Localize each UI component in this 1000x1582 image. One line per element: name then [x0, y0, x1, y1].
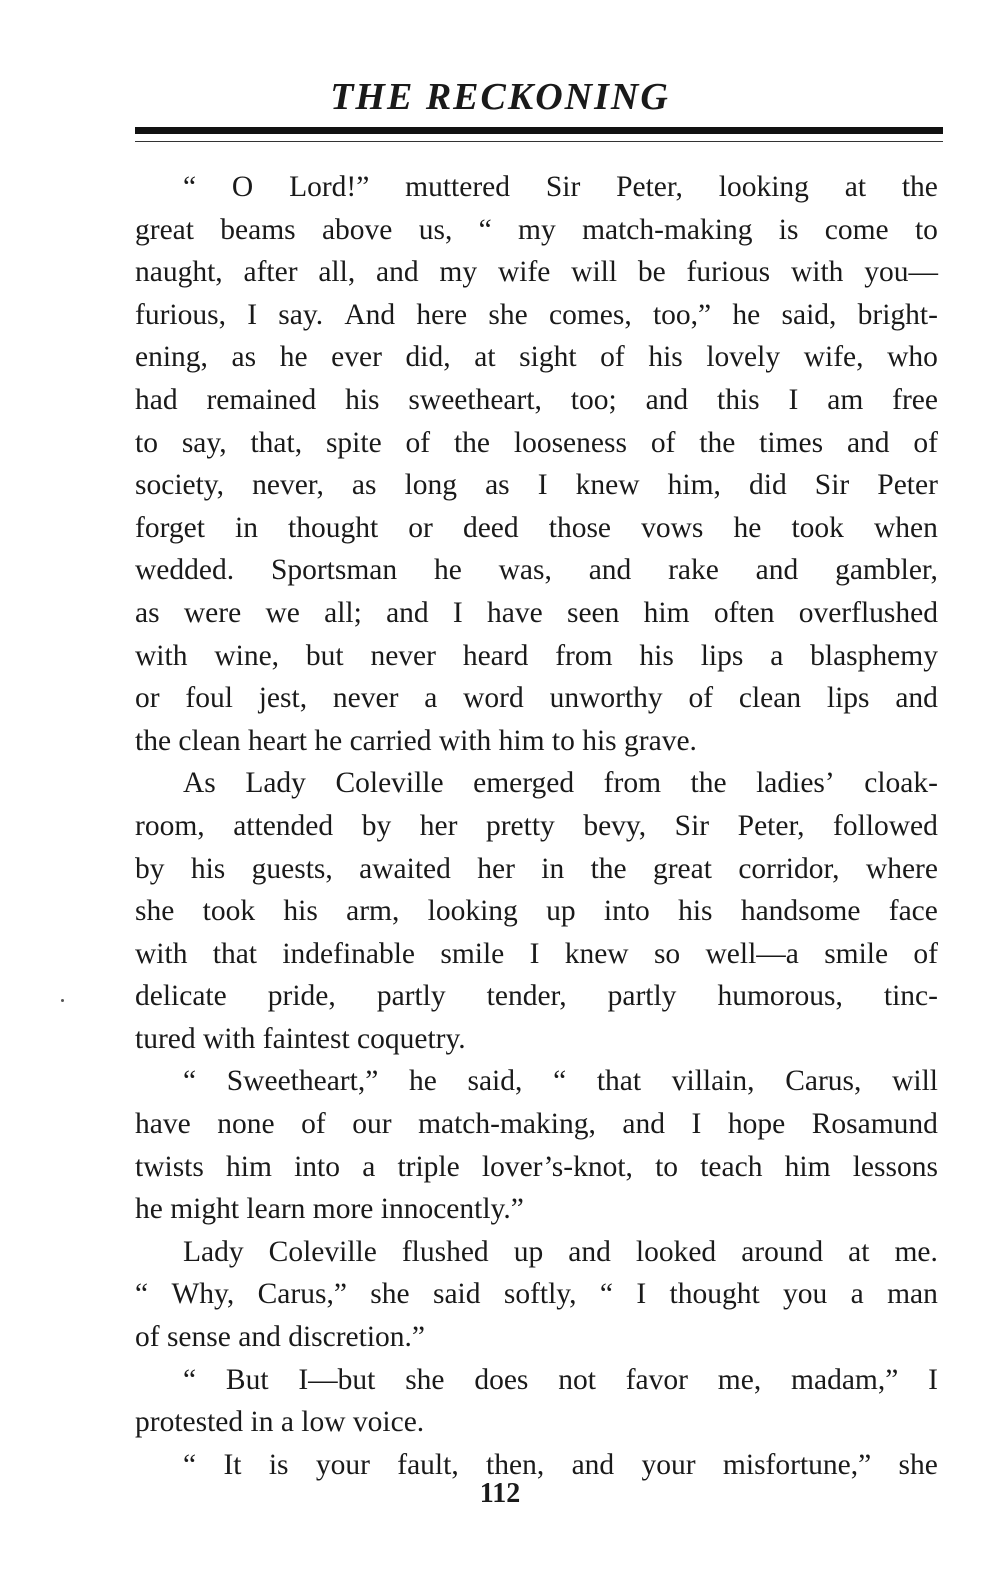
word: at [844, 171, 867, 203]
word: pride, [267, 980, 336, 1013]
word: that [212, 937, 258, 970]
word: a [362, 1150, 376, 1183]
word: to [914, 213, 938, 246]
text-line [135, 379, 938, 422]
word: she [898, 1448, 938, 1481]
word: long [404, 469, 458, 502]
word: him, [667, 469, 721, 502]
word: Coleville [335, 767, 444, 800]
word: ening, [135, 341, 208, 374]
word: were [183, 596, 242, 629]
word: his [648, 341, 683, 374]
word: looking [718, 171, 809, 203]
word: clean [738, 682, 802, 715]
word: pretty [485, 809, 555, 842]
word: at [474, 341, 496, 374]
text-line [135, 975, 938, 1018]
word: a [770, 639, 784, 672]
word: up [546, 895, 576, 928]
text-line [135, 166, 938, 209]
word: knew [575, 469, 640, 502]
text-line: of sense and discretion.” [135, 1321, 425, 1354]
word: or [135, 682, 160, 715]
body-text [135, 166, 938, 1486]
word: the [690, 767, 727, 800]
word: my [518, 213, 556, 246]
word: he [279, 341, 308, 374]
word: Peter, [737, 809, 805, 842]
word: It [223, 1448, 242, 1481]
word: knew [564, 937, 629, 970]
text-line [135, 890, 938, 933]
word: Carus,” [257, 1278, 347, 1311]
word: to [135, 426, 158, 459]
word: seen [566, 596, 620, 629]
word: did, [405, 341, 451, 374]
word: this [717, 383, 760, 416]
word: me. [894, 1235, 938, 1268]
word: I [529, 937, 540, 970]
word: “ [183, 1448, 197, 1481]
word: great [652, 852, 712, 885]
word: looked [635, 1235, 717, 1268]
word: with [135, 639, 188, 672]
word: And [344, 298, 396, 331]
word: of [913, 937, 938, 970]
text-line [135, 1273, 938, 1316]
word: comes, [548, 298, 632, 331]
word: when [874, 511, 938, 544]
word: and [568, 1235, 611, 1268]
word: come [824, 213, 889, 246]
word: the [453, 426, 491, 459]
word: as [231, 341, 257, 374]
word: too,” [652, 298, 712, 331]
word: I [452, 596, 463, 629]
word: the [590, 852, 627, 885]
word: and [622, 1108, 665, 1141]
word: from [555, 639, 613, 672]
text-line [135, 677, 938, 720]
word: is [778, 213, 799, 246]
word: unworthy [549, 682, 663, 715]
word: “ [183, 171, 197, 203]
word: she [405, 1363, 445, 1396]
word: “ [553, 1065, 567, 1098]
word: room, [135, 809, 205, 842]
word: great [135, 213, 194, 246]
word: she [370, 1278, 410, 1311]
word: did [749, 469, 787, 502]
word: partly [607, 980, 677, 1013]
word: and [755, 554, 799, 587]
word: of [650, 426, 676, 459]
word: humorous, [717, 980, 843, 1013]
word: by [135, 852, 165, 885]
word: Sir [545, 171, 581, 203]
word: but [305, 639, 344, 672]
word: spite [325, 426, 382, 459]
margin-speck [61, 999, 64, 1002]
word: handsome [740, 895, 861, 928]
word: he [733, 511, 762, 544]
word: jest, [258, 682, 308, 715]
word: emerged [473, 767, 575, 800]
word: where [865, 852, 938, 885]
text-line [135, 209, 938, 252]
text-line [135, 1359, 938, 1402]
word: his [678, 895, 713, 928]
word: then, [486, 1448, 545, 1481]
word: I [636, 1278, 647, 1311]
word: partly [376, 980, 446, 1013]
word: Lady [245, 767, 306, 800]
text-line [135, 635, 938, 678]
word: in [541, 852, 565, 885]
word: word [463, 682, 524, 715]
word: us, [418, 213, 453, 246]
word: of [405, 426, 431, 459]
text-line [135, 805, 938, 848]
word: thought [288, 511, 379, 544]
word: him [226, 1150, 272, 1183]
word: well—a [705, 937, 799, 970]
word: Peter, [616, 171, 683, 203]
word: said [432, 1278, 481, 1311]
word: around [741, 1235, 824, 1268]
header-rule-thick [135, 127, 943, 134]
word: a [424, 682, 438, 715]
word: ladies’ [756, 767, 835, 800]
word: twists [135, 1150, 204, 1183]
word: society, [135, 469, 225, 502]
word: never [332, 682, 399, 715]
word: face [888, 895, 938, 928]
word: O [231, 171, 254, 203]
word: her [477, 852, 515, 885]
text-line [135, 464, 938, 507]
word: never, [252, 469, 324, 502]
word: as [485, 469, 510, 502]
word: man [887, 1278, 938, 1311]
word: smile [824, 937, 889, 970]
word: to [655, 1150, 679, 1183]
text-line [135, 933, 938, 976]
word: “ [135, 1278, 149, 1311]
word: lessons [852, 1150, 938, 1183]
word: with [790, 256, 844, 289]
word: from [603, 767, 662, 800]
word: I [691, 1108, 702, 1141]
text-line: the clean heart he carried with him to his grave. [135, 724, 697, 757]
word: “ [478, 213, 492, 246]
word: does [474, 1363, 529, 1396]
word: wife, [803, 341, 864, 374]
word: Coleville [268, 1235, 377, 1268]
word: rake [668, 554, 719, 587]
word: heard [462, 639, 529, 672]
text-line [135, 1060, 938, 1103]
word: too; [570, 383, 617, 416]
word: him [643, 596, 690, 629]
word: as [135, 596, 160, 629]
word: those [548, 511, 612, 544]
word: will [571, 256, 618, 289]
word: not [558, 1363, 596, 1396]
word: I—but [298, 1363, 376, 1396]
word: you [783, 1278, 828, 1311]
word: Carus, [785, 1065, 862, 1098]
word: lovely [706, 341, 781, 374]
text-line [135, 848, 938, 891]
word: so [653, 937, 681, 970]
word: and [846, 426, 890, 459]
word: into [603, 895, 650, 928]
word: say, [181, 426, 227, 459]
word: followed [833, 809, 938, 842]
word: tender, [486, 980, 567, 1013]
word: who [887, 341, 938, 374]
word: vows [641, 511, 704, 544]
word: indefinable [282, 937, 416, 970]
word: match-making [582, 213, 753, 246]
word: “ [183, 1363, 197, 1396]
word: his [283, 895, 318, 928]
word: she [135, 895, 175, 928]
word: Rosamund [811, 1108, 938, 1141]
word: gambler, [835, 554, 938, 587]
word: of [600, 341, 625, 374]
word: delicate [135, 980, 227, 1013]
word: Why, [171, 1278, 235, 1311]
word: that [596, 1065, 642, 1098]
word: flushed [401, 1235, 489, 1268]
word: Sir [814, 469, 850, 502]
text-line: he might learn more innocently.” [135, 1193, 524, 1226]
word: he [408, 1065, 437, 1098]
word: I [247, 298, 258, 331]
word: softly, [503, 1278, 577, 1311]
page-number: 112 [479, 1478, 521, 1509]
word: she [488, 298, 528, 331]
word: said, [467, 1065, 523, 1098]
word: by [361, 809, 392, 842]
word: beams [220, 213, 296, 246]
word: took [791, 511, 844, 544]
text-line [135, 549, 938, 592]
word: times [759, 426, 824, 459]
word: muttered [405, 171, 511, 203]
word: that, [250, 426, 303, 459]
word: tinc- [883, 980, 938, 1013]
word: I [928, 1363, 938, 1396]
word: looseness [513, 426, 627, 459]
word: fault, [397, 1448, 459, 1481]
word: hope [727, 1108, 786, 1141]
word: here [416, 298, 468, 331]
word: bevy, [583, 809, 647, 842]
word: his [639, 639, 674, 672]
word: smile [440, 937, 505, 970]
header-rule-thin [135, 141, 943, 142]
word: guests, [251, 852, 333, 885]
word: and [376, 256, 419, 289]
word: Lord!” [289, 171, 370, 203]
word: have [487, 596, 543, 629]
word: forget [135, 511, 205, 544]
word: madam,” [791, 1363, 899, 1396]
word: and [386, 596, 429, 629]
word: teach [700, 1150, 763, 1183]
word: overflushed [798, 596, 938, 629]
text-line [135, 507, 938, 550]
word: corridor, [738, 852, 840, 885]
word: triple [397, 1150, 460, 1183]
word: will [892, 1065, 938, 1098]
text-line: tured with faintest coquetry. [135, 1022, 466, 1055]
word: or [408, 511, 433, 544]
word: his [345, 383, 380, 416]
word: and [645, 383, 689, 416]
text-line [135, 762, 938, 805]
word: up [513, 1235, 544, 1268]
word: took [202, 895, 256, 928]
word: awaited [359, 852, 451, 885]
word: is [268, 1448, 289, 1481]
word: am [827, 383, 864, 416]
word: favor [625, 1363, 688, 1396]
word: furious, [135, 298, 226, 331]
word: thought [669, 1278, 760, 1311]
text-line [135, 1231, 938, 1274]
word: sight [519, 341, 577, 374]
word: all; [324, 596, 362, 629]
word: ever [331, 341, 382, 374]
text-line [135, 1103, 938, 1146]
word: the [901, 171, 938, 203]
word: lips [700, 639, 744, 672]
word: deed [462, 511, 519, 544]
word: But [225, 1363, 269, 1396]
word: furious [686, 256, 771, 289]
text-line [135, 422, 938, 465]
word: me, [717, 1363, 762, 1396]
word: we [265, 596, 300, 629]
word: was, [498, 554, 552, 587]
word: bright- [857, 298, 938, 331]
word: above [321, 213, 393, 246]
word: at [848, 1235, 870, 1268]
word: be [637, 256, 666, 289]
word: “ [599, 1278, 613, 1311]
word: had [135, 383, 178, 416]
word: Sweetheart,” [226, 1065, 379, 1098]
word: looking [427, 895, 518, 928]
word: free [892, 383, 938, 416]
word: Peter [877, 469, 938, 502]
word: of [688, 682, 714, 715]
word: with [135, 937, 188, 970]
word: the [699, 426, 736, 459]
word: blasphemy [810, 639, 938, 672]
text-line: protested in a low voice. [135, 1406, 425, 1439]
word: attended [233, 809, 334, 842]
word: after [243, 256, 298, 289]
word: into [294, 1150, 341, 1183]
word: naught, [135, 256, 223, 289]
text-line [135, 251, 938, 294]
word: and [895, 682, 938, 715]
word: your [641, 1448, 696, 1481]
word: a [850, 1278, 864, 1311]
word: and [571, 1448, 615, 1481]
word: Sir [674, 809, 710, 842]
word: said, [781, 298, 837, 331]
word: villain, [671, 1065, 755, 1098]
word: your [315, 1448, 370, 1481]
word: of [301, 1108, 326, 1141]
word: Lady [183, 1235, 244, 1268]
word: match-making, [418, 1108, 596, 1141]
word: he [732, 298, 761, 331]
word: you— [864, 256, 938, 289]
text-line [135, 592, 938, 635]
word: all, [318, 256, 356, 289]
text-line [135, 1146, 938, 1189]
word: say. [278, 298, 324, 331]
word: As [183, 767, 216, 800]
word: wife [497, 256, 551, 289]
word: remained [206, 383, 317, 416]
word: cloak- [864, 767, 938, 800]
word: of [913, 426, 938, 459]
word: my [439, 256, 478, 289]
word: never [370, 639, 436, 672]
word: in [235, 511, 258, 544]
word: “ [183, 1065, 197, 1098]
word: foul [185, 682, 233, 715]
word: lover’s-knot, [481, 1150, 633, 1183]
word: I [537, 469, 548, 502]
word: and [588, 554, 632, 587]
word: none [217, 1108, 275, 1141]
word: I [788, 383, 799, 416]
word: sweetheart, [408, 383, 542, 416]
word: wine, [214, 639, 280, 672]
word: Sportsman [270, 554, 398, 587]
word: arm, [346, 895, 400, 928]
word: often [713, 596, 775, 629]
word: he [433, 554, 462, 587]
text-line [135, 294, 938, 337]
word: as [351, 469, 377, 502]
word: have [135, 1108, 191, 1141]
word: our [352, 1108, 392, 1141]
word: misfortune,” [722, 1448, 872, 1481]
text-line [135, 336, 938, 379]
running-head-title: THE RECKONING [330, 76, 670, 118]
word: her [419, 809, 458, 842]
word: wedded. [135, 554, 235, 587]
word: lips [826, 682, 870, 715]
word: him [784, 1150, 831, 1183]
word: his [190, 852, 226, 885]
